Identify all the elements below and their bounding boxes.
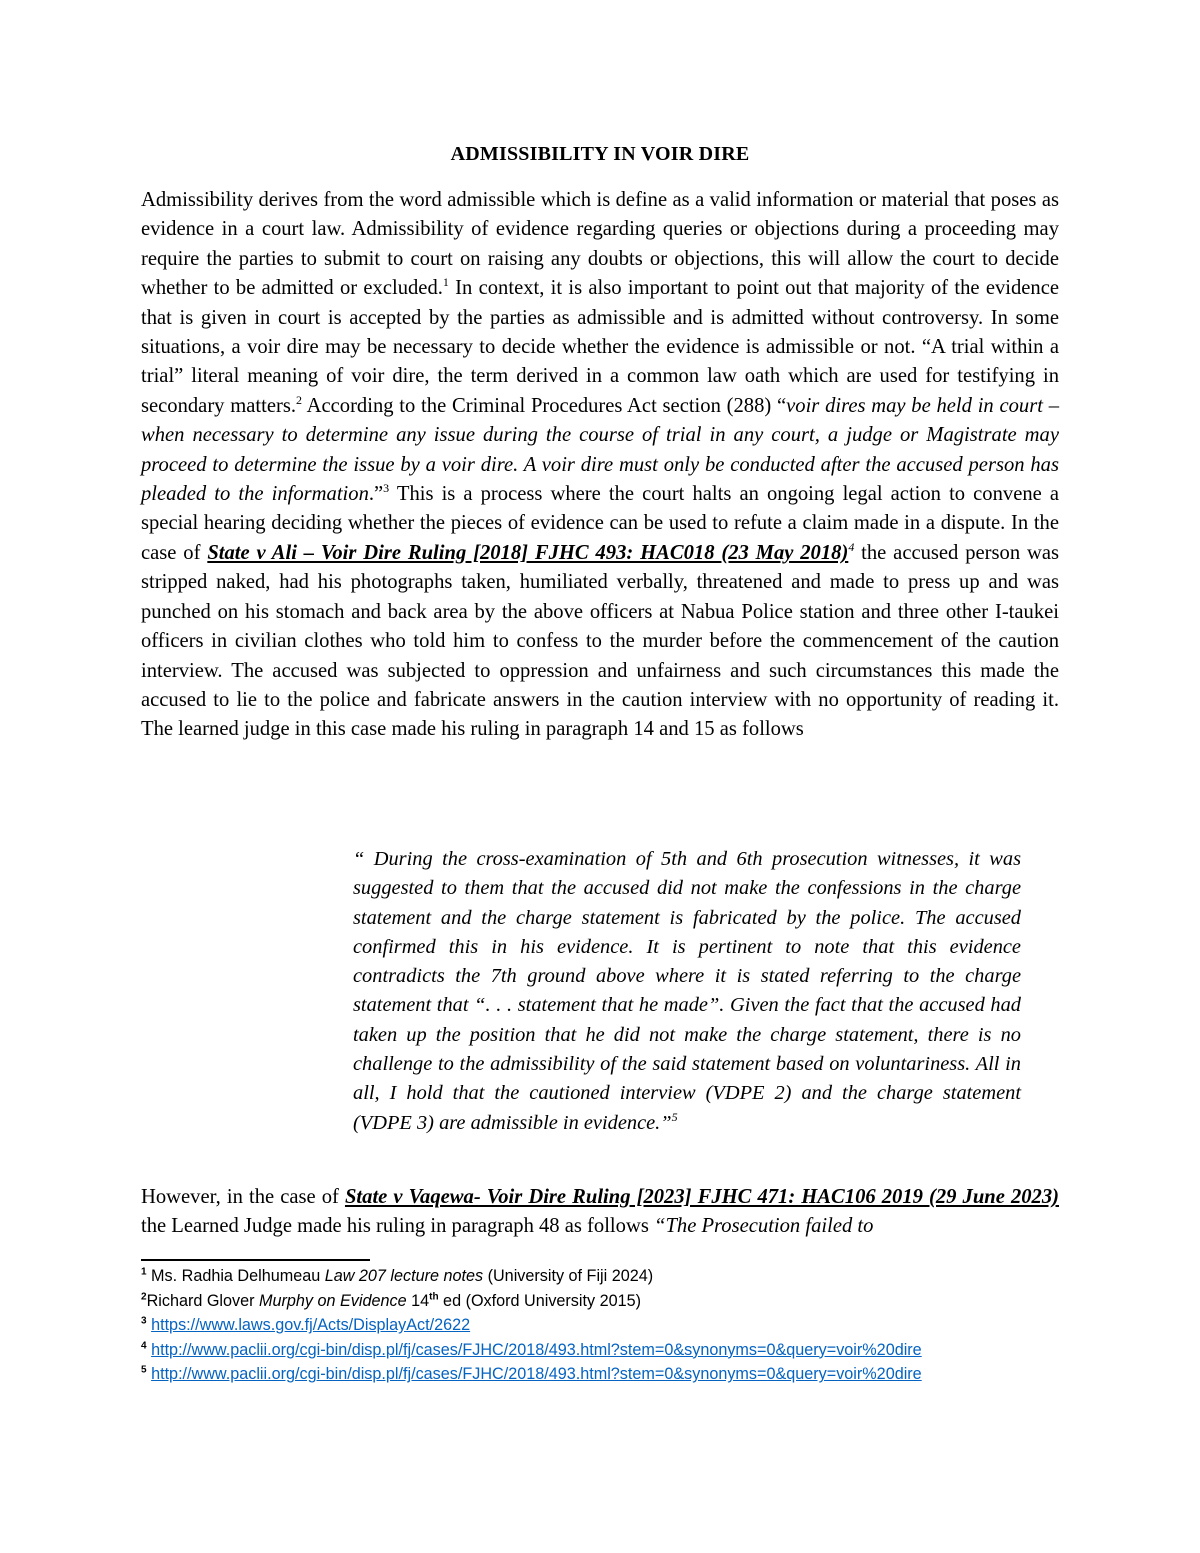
para-text: This is a process where the court halts an ongoing legal action to convene a special hearing deciding whether the pieces of evidence can be used to refute a claim made in a dispute. In the case of <box>141 483 1059 564</box>
footnote-text: (University of Fiji 2024) <box>483 1267 654 1285</box>
footnote-ordinal: th <box>429 1291 439 1303</box>
footnote-link[interactable]: http://www.paclii.org/cgi-bin/disp.pl/fj/cases/FJHC/2018/493.html?stem=0&synonyms=0&query=voir%20dire <box>151 1365 922 1384</box>
footnote-4 <box>141 1338 1059 1363</box>
footnote-text: 14 <box>406 1291 430 1310</box>
para-text: In context, it is also important to point out that majority of the evidence that is given in court is accepted by the parties as admissible and is admitted without controversy. In some situations, a voir dire may be necessary to decide whether the evidence is admissible or not. “A trial within a trial” literal meaning of voir dire, the term derived in a common law oath which are used for testifying in secondary matters. <box>141 277 1059 417</box>
footnote-3 <box>141 1313 1059 1338</box>
footnote-text: ed (Oxford University 2015) <box>438 1291 641 1310</box>
footnote-text: Ms. Radhia Delhumeau <box>146 1267 325 1285</box>
footnote-link[interactable]: https://www.laws.gov.fj/Acts/DisplayAct/2622 <box>151 1316 471 1335</box>
ruling-quote-start: “The Prosecution failed to <box>653 1215 874 1238</box>
para-text: the Learned Judge made his ruling in paragraph 48 as follows <box>141 1215 654 1238</box>
statute-quote: voir dires may be held in court – when necessary to determine any issue during the course of trial in any court, a judge or Magistrate may proceed to determine the issue by a voir dire. A voir dire must only be conducted after the accused person has pleaded to the information <box>141 394 1059 506</box>
footnote-ref-4[interactable]: 4 <box>848 540 855 555</box>
para-text: .” <box>368 483 384 506</box>
para-text: Admissibility derives from the word admissible which is define as a valid information or material that poses as evidence in a court law. Admissibility of evidence regarding queries or objections during a proceeding may require the parties to submit to court on raising any doubts or objections, this will allow the court to decide whether to be admitted or excluded. <box>141 189 1059 300</box>
case-citation-vaqewa: State v Vaqewa- Voir Dire Ruling [2023] FJHC 471: HAC106 2019 (29 June 2023) <box>344 1186 1060 1208</box>
para-text: However, in the case of <box>141 1186 345 1208</box>
document-title: ADMISSIBILITY IN VOIR DIRE <box>450 143 750 165</box>
footnote-number: 1 <box>141 1266 147 1278</box>
para-text: According to the Criminal Procedures Act section (288) “ <box>302 394 787 417</box>
footnote-title: Murphy on Evidence <box>259 1291 407 1310</box>
footnote-1 <box>141 1264 1059 1289</box>
footnote-ref-3[interactable]: 3 <box>383 481 390 496</box>
footnote-5 <box>141 1362 1059 1387</box>
body-paragraph-2 <box>141 1183 1059 1242</box>
footnotes <box>141 1264 1059 1387</box>
footnote-number: 3 <box>141 1315 147 1327</box>
para-text: the accused person was stripped naked, had his photographs taken, humiliated verbally, threatened and made to press up and was punched on his stomach and back area by the above officers at Nabua Police station and three other I-taukei officers in civilian clothes who told him to confess to the murder before the commencement of the caution interview. The accused was subjected to oppression and unfairness and such circumstances this made the accused to lie to the police and fabricate answers in the caution interview with no opportunity of reading it. The learned judge in this case made his ruling in paragraph 14 and 15 as follows <box>141 541 1059 741</box>
footnote-number: 2 <box>141 1291 147 1303</box>
footnote-number: 4 <box>141 1340 147 1352</box>
body-paragraph <box>141 186 1059 745</box>
footnote-ref-5[interactable]: 5 <box>671 1109 678 1124</box>
footnote-2 <box>141 1289 1059 1314</box>
footnote-title: Law 207 lecture notes <box>324 1267 484 1285</box>
footnote-ref-1[interactable]: 1 <box>442 275 449 290</box>
footnote-text: Richard Glover <box>146 1291 260 1310</box>
quote-text: “ During the cross-examination of 5th and 6th prosecution witnesses, it was suggested to them that the accused did not make the confessions in the charge statement and the charge statement is fabricated by the police. The accused confirmed this in his evidence. It is pertinent to note that this evidence contradicts the 7th ground above where it is stated referring to the charge statement that “. . . statement that he made”. Given the fact that the accused had taken up the position that he did not make the charge statement, there is no challenge to the admissibility of the said statement based on voluntariness. All in all, I hold that the cautioned interview (VDPE 2) and the charge statement (VDPE 3) are admissible in evidence.” <box>353 848 1021 1134</box>
footnote-ref-2[interactable]: 2 <box>296 392 302 407</box>
footnote-separator <box>141 1259 370 1261</box>
footnote-number: 5 <box>141 1364 147 1376</box>
footnote-link[interactable]: http://www.paclii.org/cgi-bin/disp.pl/fj/cases/FJHC/2018/493.html?stem=0&synonyms=0&query=voir%20dire <box>151 1340 922 1359</box>
case-citation-ali: State v Ali – Voir Dire Ruling [2018] FJHC 493: HAC018 (23 May 2018) <box>207 541 849 564</box>
block-quote <box>353 845 1021 1138</box>
